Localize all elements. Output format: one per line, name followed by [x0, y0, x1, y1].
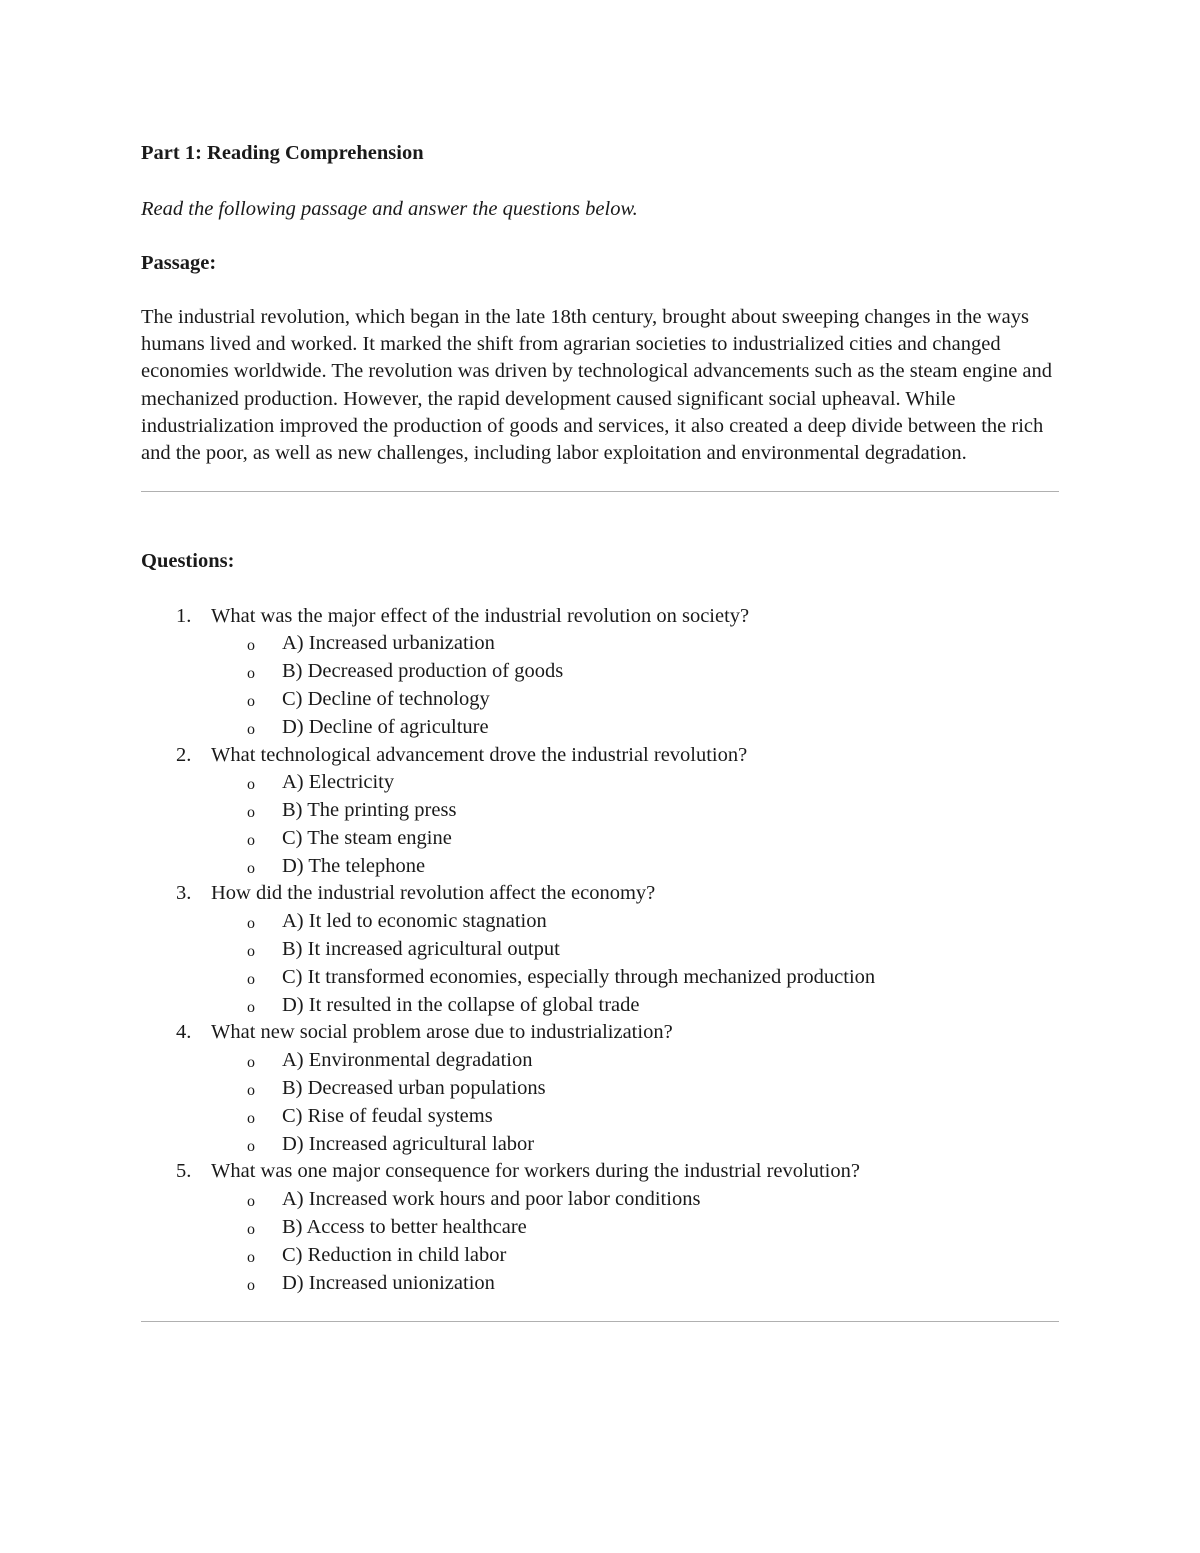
option-text: A) It led to economic stagnation: [282, 910, 547, 933]
option-item: [141, 1242, 1059, 1270]
option-item: [141, 1269, 1059, 1297]
question-number: 2.: [176, 743, 192, 766]
option-item: [141, 686, 1059, 714]
option-item: [141, 1186, 1059, 1214]
question-item: [141, 880, 1059, 1019]
document-page: [141, 140, 1059, 1322]
option-item: [141, 769, 1059, 797]
bullet-icon: o: [247, 1082, 255, 1100]
option-text: B) The printing press: [282, 799, 457, 822]
option-item: [141, 991, 1059, 1019]
option-item: [141, 936, 1059, 964]
bullet-icon: o: [247, 720, 255, 738]
bullet-icon: o: [247, 804, 255, 822]
question-number: 5.: [176, 1160, 192, 1183]
bullet-icon: o: [247, 665, 255, 683]
option-item: [141, 964, 1059, 992]
options-list: [141, 1047, 1059, 1158]
passage-text: The industrial revolution, which began in the late 18th century, brought about sweeping changes in the ways humans lived and worked. It marked the shift from agrarian societies to industrialized cities and changed economies worldwide. The revolution was driven by technological advancements such as the steam engine and mechanized production. However, the rapid development caused significant social upheaval. While industrialization improved the production of goods and services, it also created a deep divide between the rich and the poor, as well as new challenges, including labor exploitation and environmental degradation.: [141, 306, 1053, 465]
option-text: A) Environmental degradation: [282, 1049, 533, 1072]
option-item: [141, 713, 1059, 741]
option-text: C) It transformed economies, especially through mechanized production: [282, 965, 876, 988]
option-item: [141, 852, 1059, 880]
option-text: D) Increased unionization: [282, 1271, 495, 1294]
option-text: C) Reduction in child labor: [282, 1243, 507, 1266]
option-item: [141, 908, 1059, 936]
bullet-icon: o: [247, 998, 255, 1016]
option-text: D) Decline of agriculture: [282, 715, 489, 738]
option-text: A) Increased urbanization: [282, 632, 495, 655]
bullet-icon: o: [247, 915, 255, 933]
bullet-icon: o: [247, 776, 255, 794]
question-text: How did the industrial revolution affect the economy?: [211, 882, 656, 905]
question-item: [141, 602, 1059, 741]
option-text: B) Decreased production of goods: [282, 660, 564, 683]
question-item: [141, 741, 1059, 880]
bullet-icon: o: [247, 970, 255, 988]
question-item: [141, 1019, 1059, 1158]
question-text: What was the major effect of the industrial revolution on society?: [211, 604, 750, 627]
option-item: [141, 1047, 1059, 1075]
option-text: D) The telephone: [282, 854, 426, 877]
option-item: [141, 1103, 1059, 1131]
option-item: [141, 797, 1059, 825]
question-number: 3.: [176, 882, 192, 905]
options-list: [141, 630, 1059, 741]
option-text: D) Increased agricultural labor: [282, 1132, 535, 1155]
questions-label: Questions:: [141, 550, 235, 573]
option-item: [141, 658, 1059, 686]
passage-label: Passage:: [141, 252, 217, 274]
questions-list: [141, 602, 1059, 1297]
option-text: B) Access to better healthcare: [282, 1216, 527, 1239]
bullet-icon: o: [247, 831, 255, 849]
part-title: Part 1: Reading Comprehension: [141, 142, 424, 164]
instructions: Read the following passage and answer the questions below.: [141, 198, 638, 220]
question-text: What was one major consequence for workers during the industrial revolution?: [211, 1160, 860, 1183]
options-list: [141, 769, 1059, 880]
question-number: 4.: [176, 1021, 192, 1044]
option-item: [141, 825, 1059, 853]
question-number: 1.: [176, 604, 192, 627]
question-item: [141, 1158, 1059, 1297]
bullet-icon: o: [247, 1221, 255, 1239]
option-text: A) Electricity: [282, 771, 395, 794]
bullet-icon: o: [247, 859, 255, 877]
option-item: [141, 1075, 1059, 1103]
option-item: [141, 1214, 1059, 1242]
bullet-icon: o: [247, 943, 255, 961]
option-text: C) Decline of technology: [282, 687, 490, 710]
bullet-icon: o: [247, 1248, 255, 1266]
option-text: A) Increased work hours and poor labor conditions: [282, 1188, 701, 1211]
section-divider: [141, 491, 1059, 492]
bullet-icon: o: [247, 1109, 255, 1127]
question-text: What technological advancement drove the industrial revolution?: [211, 743, 748, 766]
bullet-icon: o: [247, 1054, 255, 1072]
option-text: B) It increased agricultural output: [282, 938, 560, 961]
option-text: C) The steam engine: [282, 826, 452, 849]
bullet-icon: o: [247, 1137, 255, 1155]
question-text: What new social problem arose due to industrialization?: [211, 1021, 673, 1044]
end-divider: [141, 1321, 1059, 1322]
bullet-icon: o: [247, 692, 255, 710]
option-text: D) It resulted in the collapse of global trade: [282, 993, 640, 1016]
option-text: B) Decreased urban populations: [282, 1077, 546, 1100]
bullet-icon: o: [247, 1193, 255, 1211]
bullet-icon: o: [247, 1276, 255, 1294]
options-list: [141, 1186, 1059, 1297]
option-text: C) Rise of feudal systems: [282, 1104, 493, 1127]
option-item: [141, 1130, 1059, 1158]
options-list: [141, 908, 1059, 1019]
bullet-icon: o: [247, 637, 255, 655]
option-item: [141, 630, 1059, 658]
